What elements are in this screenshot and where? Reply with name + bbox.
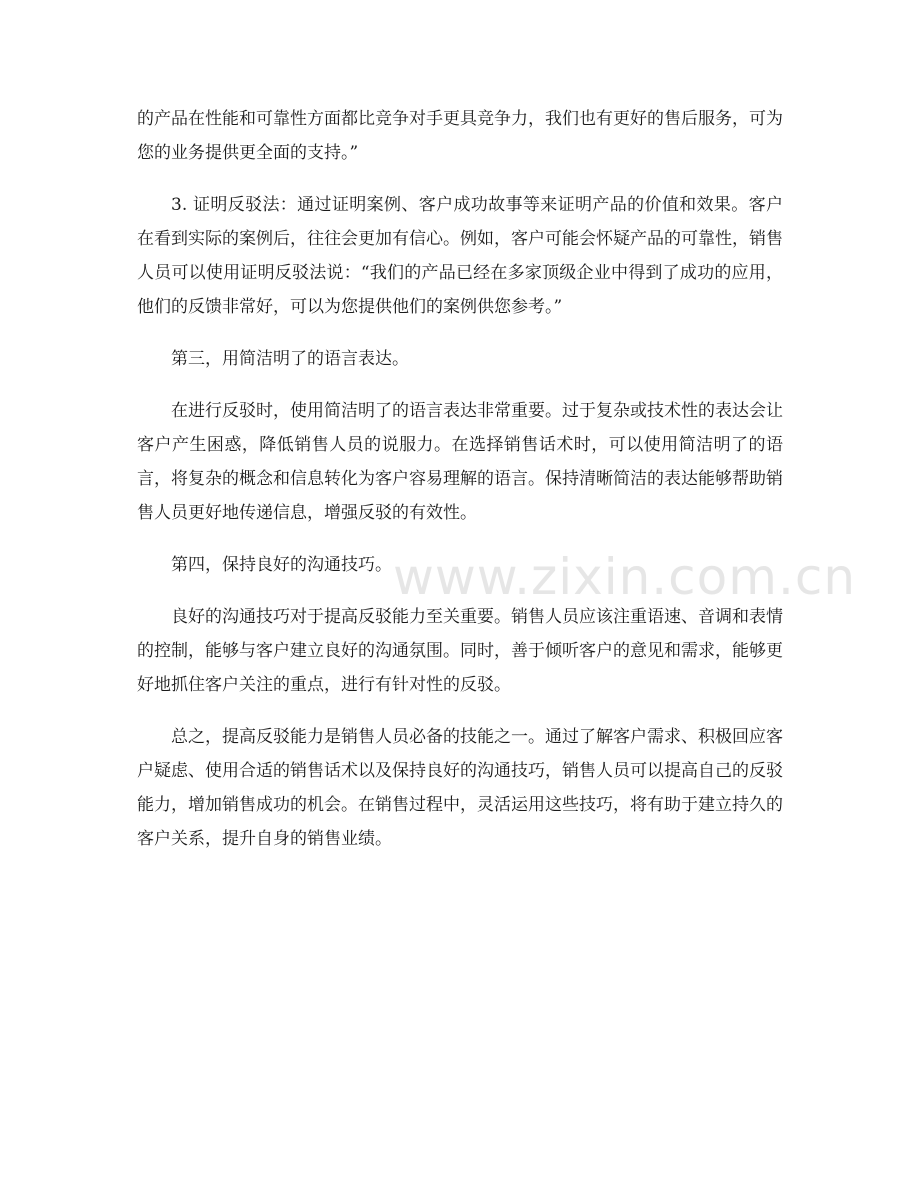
document-body — [137, 102, 783, 856]
paragraph-proof-rebuttal-method: 3. 证明反驳法：通过证明案例、客户成功故事等来证明产品的价值和效果。客户在看到实际的案例后，往往会更加有信心。例如，客户可能会怀疑产品的可靠性，销售人员可以使用证明反驳法说：“我们的产品已经在多家顶级企业中得到了成功的应用，他们的反馈非常好，可以为您提供他们的案例供您参考。” — [137, 195, 783, 317]
paragraph-conclusion: 总之，提高反驳能力是销售人员必备的技能之一。通过了解客户需求、积极回应客户疑虑、使用合适的销售话术以及保持良好的沟通技巧，销售人员可以提高自己的反驳能力，增加销售成功的机会。在销售过程中，灵活运用这些技巧，将有助于建立持久的客户关系，提升自身的销售业绩。 — [137, 727, 783, 849]
paragraph-concise-language: 在进行反驳时，使用简洁明了的语言表达非常重要。过于复杂或技术性的表达会让客户产生困惑，降低销售人员的说服力。在选择销售话术时，可以使用简洁明了的语言，将复杂的概念和信息转化为客户容易理解的语言。保持清晰简洁的表达能够帮助销售人员更好地传递信息，增强反驳的有效性。 — [137, 401, 783, 523]
heading-third-point: 第三，用简洁明了的语言表达。 — [171, 349, 409, 369]
heading-fourth-point: 第四，保持良好的沟通技巧。 — [171, 555, 392, 575]
watermark: www.zixin.com.cn — [393, 548, 857, 606]
paragraph-continuation: 的产品在性能和可靠性方面都比竞争对手更具竞争力，我们也有更好的售后服务，可为您的业务提供更全面的支持。” — [137, 109, 783, 163]
paragraph-communication-skills: 良好的沟通技巧对于提高反驳能力至关重要。销售人员应该注重语速、音调和表情的控制，能够与客户建立良好的沟通氛围。同时，善于倾听客户的意见和需求，能够更好地抓住客户关注的重点，进行有针对性的反驳。 — [137, 607, 783, 695]
